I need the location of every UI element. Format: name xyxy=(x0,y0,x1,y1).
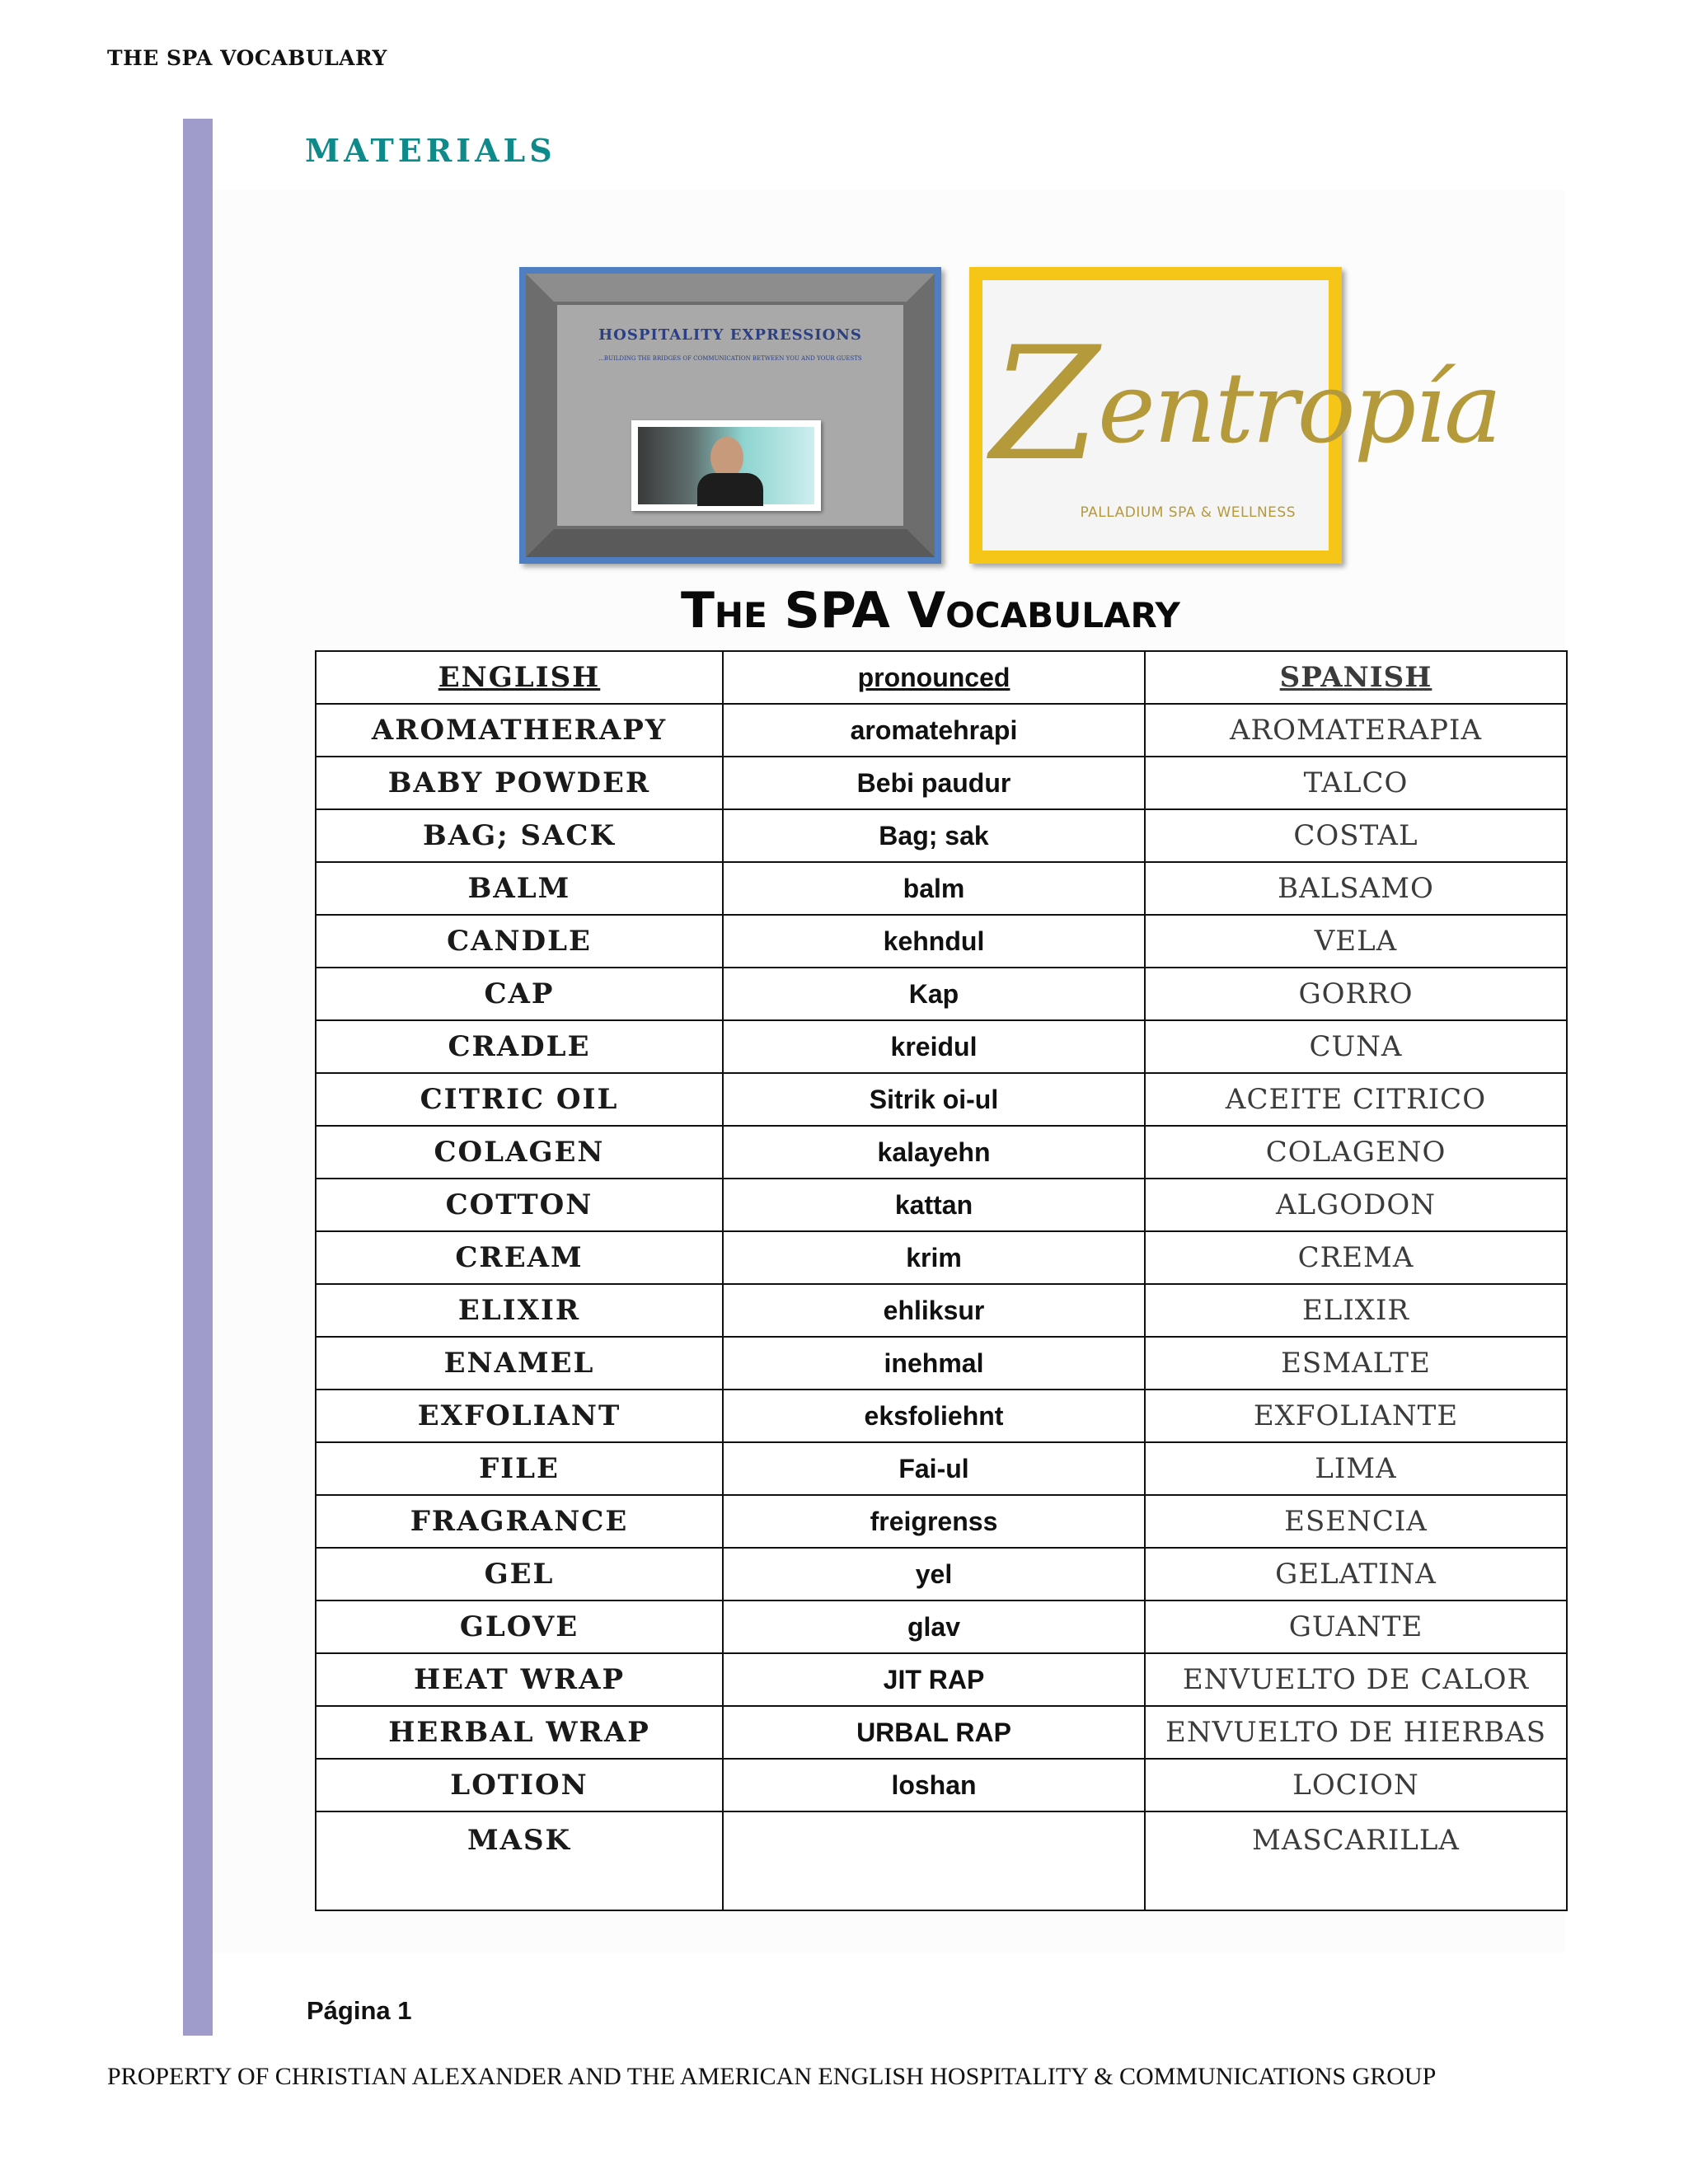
spanish-cell: BALSAMO xyxy=(1145,862,1567,915)
running-header: THE SPA VOCABULARY xyxy=(107,46,387,70)
english-cell: CITRIC OIL xyxy=(316,1073,723,1126)
spanish-cell: ELIXIR xyxy=(1145,1284,1567,1337)
spanish-cell: GORRO xyxy=(1145,968,1567,1020)
spanish-cell: AROMATERAPIA xyxy=(1145,704,1567,757)
logo-photo xyxy=(631,420,821,511)
spanish-cell: GUANTE xyxy=(1145,1601,1567,1653)
logo-subtitle: ...BUILDING THE BRIDGES OF COMMUNICATION BETWEEN YOU AND YOUR GUESTS xyxy=(598,355,862,362)
english-cell: BAG; SACK xyxy=(316,809,723,862)
pronounced-cell: JIT RAP xyxy=(723,1653,1145,1706)
table-row xyxy=(316,757,1567,809)
table-row xyxy=(316,968,1567,1020)
table-row xyxy=(316,1601,1567,1653)
pronounced-cell: kreidul xyxy=(723,1020,1145,1073)
zentropia-panel xyxy=(982,280,1501,551)
english-cell: LOTION xyxy=(316,1759,723,1811)
english-cell: COTTON xyxy=(316,1179,723,1231)
english-cell: AROMATHERAPY xyxy=(316,704,723,757)
vocabulary-table xyxy=(315,650,1568,1911)
table-row xyxy=(316,1231,1567,1284)
english-cell: COLAGEN xyxy=(316,1126,723,1179)
spanish-cell: EXFOLIANTE xyxy=(1145,1390,1567,1442)
table-row xyxy=(316,1759,1567,1811)
english-cell: MASK xyxy=(316,1811,723,1910)
spanish-cell: ESENCIA xyxy=(1145,1495,1567,1548)
english-cell: GLOVE xyxy=(316,1601,723,1653)
english-cell: CAP xyxy=(316,968,723,1020)
pronounced-cell: Bebi paudur xyxy=(723,757,1145,809)
english-cell: HERBAL WRAP xyxy=(316,1706,723,1759)
table-row xyxy=(316,1020,1567,1073)
pronounced-cell: Fai-ul xyxy=(723,1442,1145,1495)
english-cell: CREAM xyxy=(316,1231,723,1284)
english-cell: BALM xyxy=(316,862,723,915)
spanish-cell: ENVUELTO DE CALOR xyxy=(1145,1653,1567,1706)
pronounced-cell: kehndul xyxy=(723,915,1145,968)
pronounced-cell: balm xyxy=(723,862,1145,915)
spanish-cell: MASCARILLA xyxy=(1145,1811,1567,1910)
table-row xyxy=(316,704,1567,757)
table-row xyxy=(316,1442,1567,1495)
zentropia-wordmark: Zentropía xyxy=(991,313,1501,495)
logo-frame xyxy=(526,274,935,557)
english-cell: EXFOLIANT xyxy=(316,1390,723,1442)
pronounced-cell: inehmal xyxy=(723,1337,1145,1390)
table-row xyxy=(316,1495,1567,1548)
table-row xyxy=(316,1337,1567,1390)
pronounced-cell xyxy=(723,1811,1145,1910)
pronounced-cell: URBAL RAP xyxy=(723,1706,1145,1759)
zentropia-subtitle: PALLADIUM SPA & WELLNESS xyxy=(1080,504,1296,521)
english-cell: GEL xyxy=(316,1548,723,1601)
english-cell: CRADLE xyxy=(316,1020,723,1073)
english-cell: HEAT WRAP xyxy=(316,1653,723,1706)
english-cell: ENAMEL xyxy=(316,1337,723,1390)
section-title: MATERIALS xyxy=(305,132,556,169)
table-row xyxy=(316,1706,1567,1759)
english-cell: FILE xyxy=(316,1442,723,1495)
pronounced-cell: freigrenss xyxy=(723,1495,1145,1548)
spanish-cell: LOCION xyxy=(1145,1759,1567,1811)
pronounced-cell: yel xyxy=(723,1548,1145,1601)
header-english: ENGLISH xyxy=(316,651,723,704)
spanish-cell: LIMA xyxy=(1145,1442,1567,1495)
spanish-cell: ACEITE CITRICO xyxy=(1145,1073,1567,1126)
table-header-row xyxy=(316,651,1567,704)
spanish-cell: TALCO xyxy=(1145,757,1567,809)
pronounced-cell: kalayehn xyxy=(723,1126,1145,1179)
vocabulary-rows xyxy=(316,704,1567,1910)
spanish-cell: ESMALTE xyxy=(1145,1337,1567,1390)
table-row xyxy=(316,1390,1567,1442)
pronounced-cell: eksfoliehnt xyxy=(723,1390,1145,1442)
spanish-cell: COSTAL xyxy=(1145,809,1567,862)
table-row xyxy=(316,1073,1567,1126)
logo-title: HOSPITALITY EXPRESSIONS xyxy=(598,326,862,344)
pronounced-cell: ehliksur xyxy=(723,1284,1145,1337)
spanish-cell: ALGODON xyxy=(1145,1179,1567,1231)
pronounced-cell: Kap xyxy=(723,968,1145,1020)
spanish-cell: CUNA xyxy=(1145,1020,1567,1073)
pronounced-cell: loshan xyxy=(723,1759,1145,1811)
english-cell: FRAGRANCE xyxy=(316,1495,723,1548)
table-row xyxy=(316,1548,1567,1601)
spanish-cell: VELA xyxy=(1145,915,1567,968)
pronounced-cell: Bag; sak xyxy=(723,809,1145,862)
spanish-cell: GELATINA xyxy=(1145,1548,1567,1601)
english-cell: CANDLE xyxy=(316,915,723,968)
table-row xyxy=(316,1126,1567,1179)
table-row xyxy=(316,1179,1567,1231)
table-row xyxy=(316,1284,1567,1337)
table-row xyxy=(316,915,1567,968)
zentropia-logo xyxy=(969,267,1501,564)
vocabulary-title: The SPA Vocabulary xyxy=(681,582,1180,640)
pronounced-cell: kattan xyxy=(723,1179,1145,1231)
english-cell: BABY POWDER xyxy=(316,757,723,809)
spanish-cell: CREMA xyxy=(1145,1231,1567,1284)
table-row xyxy=(316,1811,1567,1910)
spanish-cell: ENVUELTO DE HIERBAS xyxy=(1145,1706,1567,1759)
footer-text: PROPERTY OF CHRISTIAN ALEXANDER AND THE AMERICAN ENGLISH HOSPITALITY & COMMUNICATIONS GROUP xyxy=(107,2063,1437,2090)
hospitality-expressions-logo xyxy=(519,267,941,564)
table-row xyxy=(316,862,1567,915)
english-cell: ELIXIR xyxy=(316,1284,723,1337)
pronounced-cell: aromatehrapi xyxy=(723,704,1145,757)
spanish-cell: COLAGENO xyxy=(1145,1126,1567,1179)
pronounced-cell: Sitrik oi-ul xyxy=(723,1073,1145,1126)
table-row xyxy=(316,1653,1567,1706)
table-row xyxy=(316,809,1567,862)
header-pronounced: pronounced xyxy=(723,651,1145,704)
side-accent-bar xyxy=(183,119,213,2036)
pronounced-cell: glav xyxy=(723,1601,1145,1653)
page-number: Página 1 xyxy=(307,1996,412,2025)
pronounced-cell: krim xyxy=(723,1231,1145,1284)
logo-panel xyxy=(557,305,903,526)
header-spanish: SPANISH xyxy=(1145,651,1567,704)
